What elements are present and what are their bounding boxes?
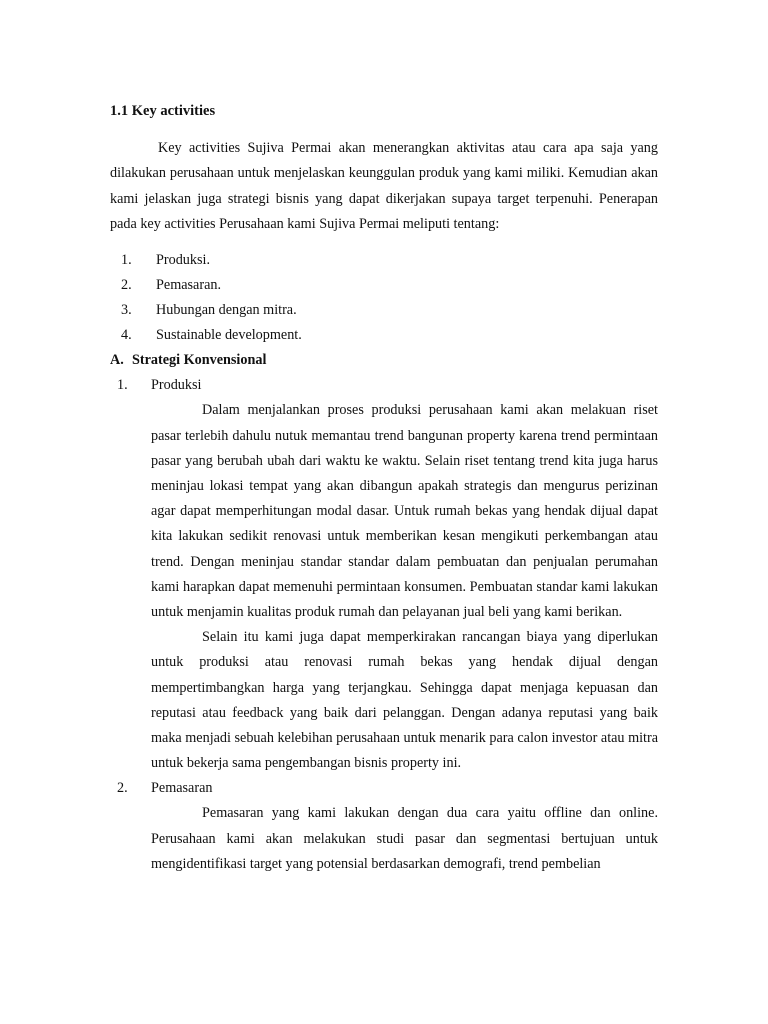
subsection-body bbox=[110, 801, 658, 877]
section-heading: 1.1 Key activities bbox=[110, 103, 216, 119]
subsection-body bbox=[110, 398, 658, 776]
list-number: 2. bbox=[121, 276, 132, 293]
list-text: Produksi. bbox=[156, 251, 210, 268]
strategy-letter: A. bbox=[110, 352, 124, 369]
list-text: Pemasaran. bbox=[156, 276, 222, 293]
list-item bbox=[110, 323, 658, 348]
subsection-heading bbox=[110, 373, 658, 398]
list-text: Sustainable development. bbox=[156, 327, 302, 344]
list-item bbox=[110, 273, 658, 298]
subsection-number: 2. bbox=[117, 780, 128, 797]
list-item bbox=[110, 248, 658, 273]
activities-list bbox=[110, 248, 658, 349]
intro-paragraph: Key activities Sujiva Permai akan menerangkan aktivitas atau cara apa saja yang dilakukan perusahaan untuk menjelaskan keunggulan produk yang kami miliki. Kemudian akan kami jelaskan juga strategi bisnis yang dapat dikerjakan supaya target terpenuhi. Penerapan pada key activities Perusahaan kami Sujiva Permai meliputi tentang: bbox=[110, 140, 658, 233]
list-number: 1. bbox=[121, 251, 132, 268]
subsection-number: 1. bbox=[117, 377, 128, 394]
list-number: 4. bbox=[121, 327, 132, 344]
body-paragraph: Pemasaran yang kami lakukan dengan dua cara yaitu offline dan online. Perusahaan kami akan melakukan studi pasar dan segmentasi bertujuan untuk mengidentifikasi target yang potensial berdasarkan demografi, trend pembelian bbox=[151, 805, 658, 872]
list-item bbox=[110, 298, 658, 323]
strategy-title: Strategi Konvensional bbox=[132, 352, 267, 369]
list-text: Hubungan dengan mitra. bbox=[156, 302, 297, 319]
subsection-title: Pemasaran bbox=[151, 780, 213, 797]
body-paragraph: Dalam menjalankan proses produksi perusahaan kami akan melakuan riset pasar terlebih dahulu nutuk memantau trend bangunan property karena trend permintaan pasar yang berubah ubah dari waktu ke waktu. Selain riset tentang trend kita juga harus meninjau lokasi tempat yang akan dibangun apakah strategis dan mengurus perizinan agar dapat memperhitungan modal dasar. Untuk rumah bekas yang hendak dijual dapat kita lakukan sedikit renovasi untuk memberikan kesan mengikuti perkembangan atau trend. Dengan meninjau standar standar dalam pembuatan dan penjualan perumahan kami harapkan dapat memenuhi permintaan konsumen. Pembuatan standar kami lakukan untuk menjamin kualitas produk rumah dan pelayanan jual beli yang kami berikan. bbox=[151, 402, 658, 621]
subsection-heading bbox=[110, 776, 658, 801]
strategy-heading bbox=[110, 348, 658, 373]
body-paragraph: Selain itu kami juga dapat memperkirakan rancangan biaya yang diperlukan untuk produksi atau renovasi rumah bekas yang hendak dijual dengan mempertimbangkan harga yang terjangkau. Sehingga dapat menjaga kepuasan dan reputasi atau feedback yang baik dari pelanggan. Dengan adanya reputasi yang baik maka menjadi sebuah kelebihan perusahaan untuk menarik para calon investor atau mitra untuk bekerja sama pengembangan bisnis property ini. bbox=[151, 629, 659, 772]
list-number: 3. bbox=[121, 302, 132, 319]
subsection-title: Produksi bbox=[151, 377, 202, 394]
